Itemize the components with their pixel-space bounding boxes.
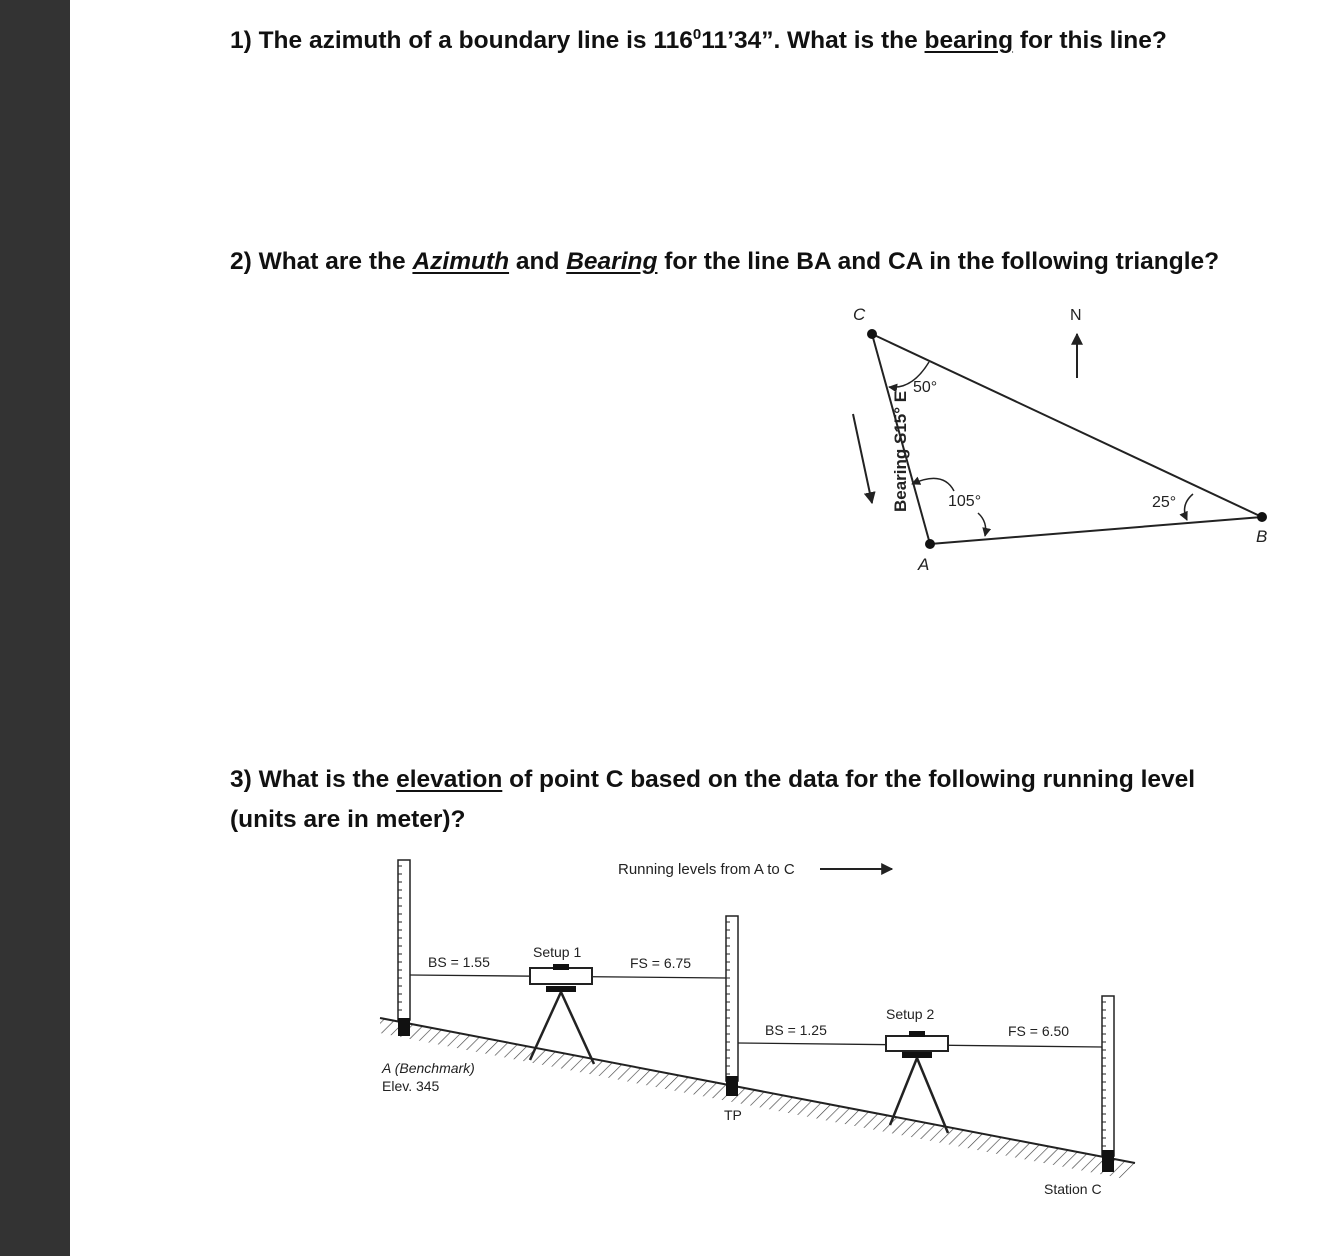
question-1: 1) The azimuth of a boundary line is $116^011’34$”. What is the bearing for this line?	[230, 26, 1167, 55]
tp-label: TP	[724, 1107, 742, 1123]
angle-a-label: 105°	[948, 493, 982, 510]
bearing-term-2: Bearing	[566, 248, 658, 275]
ground-line	[380, 1018, 1135, 1163]
label-b: B	[1256, 527, 1268, 546]
question-3-line-1: 3) What is the elevation of point C based on the data for the following running level	[230, 766, 1196, 793]
angle-c-label: 50°	[913, 379, 938, 396]
elevation-label: Elev. 345	[382, 1078, 440, 1094]
north-label: N	[1070, 307, 1082, 324]
setup-2-label: Setup 2	[886, 1006, 935, 1022]
label-a: A	[918, 555, 930, 574]
azimuth-term: Azimuth	[412, 248, 510, 275]
levels-title: Running levels from A to C	[618, 861, 795, 878]
fs-1-label: FS = 6.75	[630, 955, 692, 971]
question-2: 2) What are the Azimuth and Bearing for the line BA and CA in the following triangle?	[230, 248, 1220, 275]
fs-2-label: FS = 6.50	[1008, 1023, 1070, 1039]
rod-tp	[726, 916, 738, 1096]
station-c-label: Station C	[1044, 1181, 1102, 1197]
bs-1-label: BS = 1.55	[428, 954, 490, 970]
setup-1-label: Setup 1	[533, 944, 582, 960]
bs-2-label: BS = 1.25	[765, 1022, 827, 1038]
benchmark-label: A (Benchmark)	[382, 1060, 475, 1076]
label-c: C	[853, 305, 866, 324]
angle-b-label: 25°	[1152, 494, 1177, 511]
ground-hatch	[380, 1018, 1135, 1178]
bearing-label: Bearing S15° E	[891, 390, 910, 512]
elevation-term: elevation	[396, 766, 503, 793]
bearing-term: bearing	[924, 27, 1014, 55]
question-3-line-2: (units are in meter)?	[230, 806, 466, 833]
